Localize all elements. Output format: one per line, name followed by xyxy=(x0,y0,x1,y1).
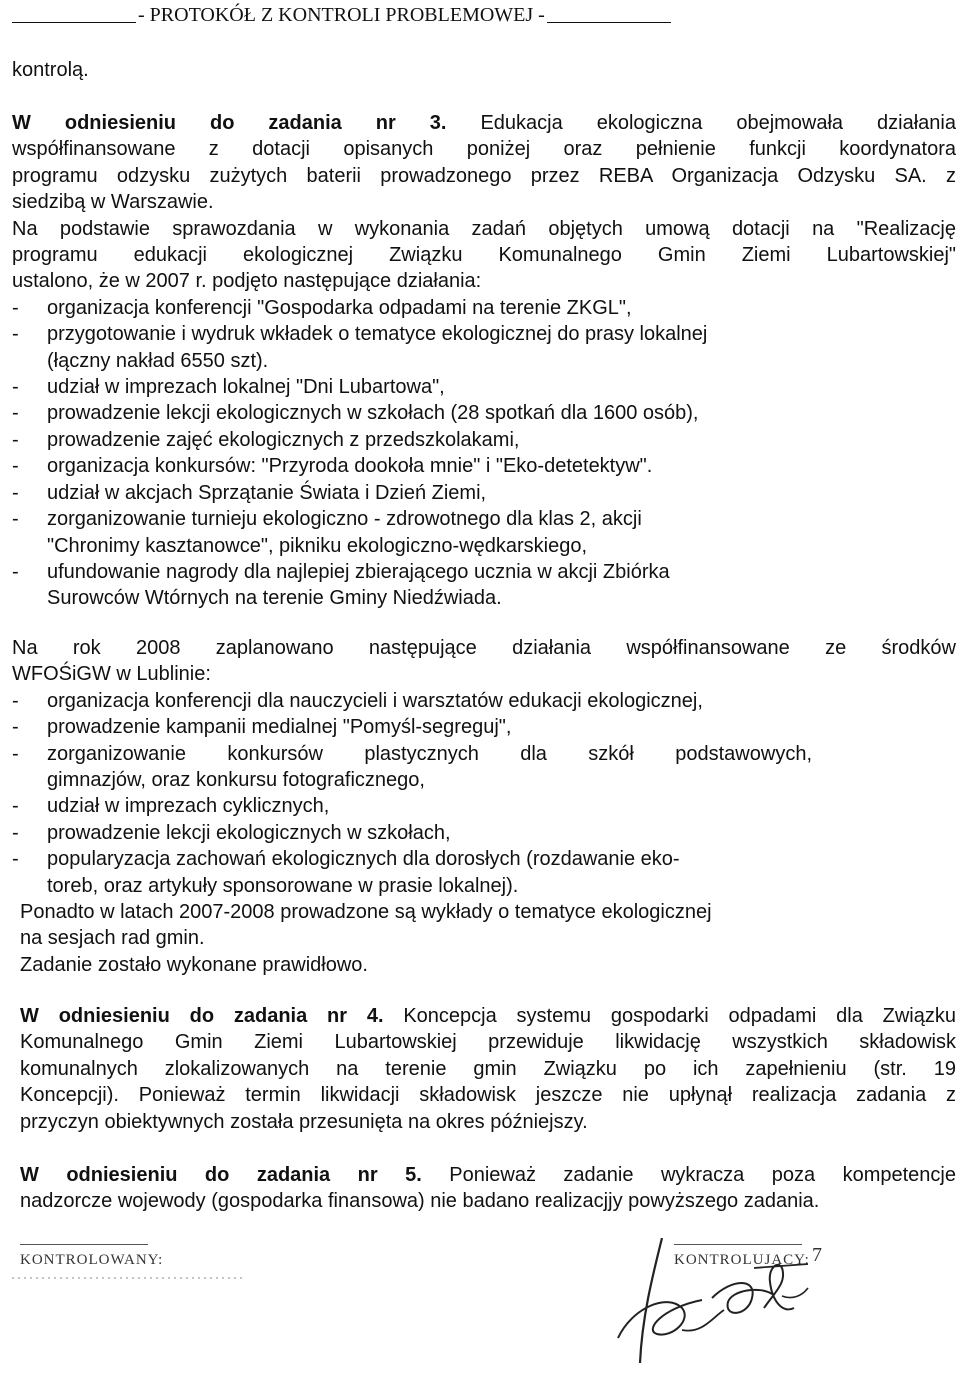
task3-p2-line-2: programu edukacji ekologicznej Związku Komunalnego Gmin Ziemi Lubartowskiej" xyxy=(12,244,956,267)
task5-section xyxy=(20,1162,956,1215)
task5-line-1: W odniesieniu do zadania nr 5. Ponieważ zadanie wykracza poza kompetencje xyxy=(20,1164,956,1186)
task4-line-3: komunalnych zlokalizowanych na terenie gmin Związku po ich zapełnieniu (str. 19 xyxy=(20,1057,956,1080)
task3-conclusion: Zadanie zostało wykonane prawidłowo. xyxy=(20,953,368,976)
task3-line-3: programu odzysku zużytych baterii prowadzonego przez REBA Organizacja Odzysku SA. z xyxy=(12,164,956,187)
list-item: - prowadzenie lekcji ekologicznych w szkołach, xyxy=(12,820,812,846)
signature-footer xyxy=(12,1238,948,1368)
task3-p2-line-3: ustalono, że w 2007 r. podjęto następujące działania: xyxy=(12,270,482,293)
list-item: - organizacja konkursów: "Przyroda dookoła mnie" i "Eko-detetektyw". xyxy=(12,453,812,479)
list-item: - udział w akcjach Sprzątanie Świata i Dzień Ziemi, xyxy=(12,480,812,506)
task4-section xyxy=(20,1003,956,1135)
task4-line-1: W odniesieniu do zadania nr 4. Koncepcja systemu gospodarki odpadami dla Związku xyxy=(20,1005,956,1027)
task3-section xyxy=(12,110,956,612)
list-item: - popularyzacja zachowań ekologicznych dla dorosłych (rozdawanie eko- toreb, oraz artykuły sponsorowane w prasie lokalnej). xyxy=(12,846,812,899)
plan-2008-list xyxy=(12,688,812,899)
document-header xyxy=(12,0,792,34)
task3-paragraph-2 xyxy=(12,216,956,295)
controller-label: KONTROLUJĄCY: xyxy=(674,1244,802,1273)
signature-icon xyxy=(12,1238,948,1368)
list-item: - organizacja konferencji "Gospodarka odpadami na terenie ZKGL", xyxy=(12,295,812,321)
task4-line-5: przyczyn obiektywnych została przesunięta na okres późniejszy. xyxy=(20,1110,588,1133)
task3-line-1: W odniesieniu do zadania nr 3. Edukacja ekologiczna obejmowała działania xyxy=(12,112,956,134)
task3-line-4: siedzibą w Warszawie. xyxy=(12,191,214,214)
header-title: - PROTOKÓŁ Z KONTROLI PROBLEMOWEJ - xyxy=(138,4,545,26)
plan-2008-section xyxy=(12,635,956,899)
task3-activity-list xyxy=(12,295,812,612)
lectures-line-1: Ponadto w latach 2007-2008 prowadzone są wykłady o tematyce ekologicznej xyxy=(20,901,712,923)
list-item: - prowadzenie zajęć ekologicznych z przedszkolakami, xyxy=(12,427,812,453)
plan-2008-line-2: WFOŚiGW w Lublinie: xyxy=(12,663,211,686)
list-item: - ufundowanie nagrody dla najlepiej zbierającego ucznia w akcji Zbiórka Surowców Wtórnych na terenie Gminy Niedźwiada. xyxy=(12,559,812,612)
task3-paragraph-1 xyxy=(12,110,956,216)
controlled-label: KONTROLOWANY: xyxy=(20,1244,148,1273)
list-item: - udział w imprezach cyklicznych, xyxy=(12,793,812,819)
plan-2008-intro xyxy=(12,635,956,688)
list-item: - organizacja konferencji dla nauczycieli i warsztatów edukacji ekologicznej, xyxy=(12,688,812,714)
lectures-line-2: na sesjach rad gmin. xyxy=(20,927,205,950)
task4-heading: W odniesieniu do zadania nr 4. xyxy=(20,1005,384,1027)
list-item: - zorganizowanie konkursów plastycznych dla szkół podstawowych, gimnazjów, oraz konkursu fotograficznego, xyxy=(12,741,812,794)
task3-p2-line-1: Na podstawie sprawozdania w wykonania zadań objętych umową dotacji na "Realizację xyxy=(12,217,956,240)
list-item: - prowadzenie kampanii medialnej "Pomyśl-segreguj", xyxy=(12,714,812,740)
task5-line-2: nadzorcze wojewody (gospodarka finansowa) nie badano realizacjjy powyższego zadania. xyxy=(20,1190,820,1213)
header-underline-left xyxy=(12,0,136,23)
list-item: - przygotowanie i wydruk wkładek o tematyce ekologicznej do prasy lokalnej (łączny nakład 6550 szt). xyxy=(12,321,812,374)
task4-line-2: Komunalnego Gmin Ziemi Lubartowskiej przewiduje likwidację wszystkich składowisk xyxy=(20,1031,956,1054)
list-item: - zorganizowanie turnieju ekologiczno - zdrowotnego dla klas 2, akcji "Chronimy kasztanowce", pikniku ekologiczno-wędkarskiego, xyxy=(12,506,812,559)
header-underline-right xyxy=(547,0,671,23)
task5-heading: W odniesieniu do zadania nr 5. xyxy=(20,1164,422,1186)
intro-fragment: kontrolą. xyxy=(12,59,89,81)
plan-2008-line-1: Na rok 2008 zaplanowano następujące działania współfinansowane ze środków xyxy=(12,637,956,659)
task3-line-2: współfinansowane z dotacji opisanych poniżej oraz pełnienie funkcji koordynatora xyxy=(12,138,956,161)
task3-heading: W odniesieniu do zadania nr 3. xyxy=(12,112,447,134)
list-item: - prowadzenie lekcji ekologicznych w szkołach (28 spotkań dla 1600 osób), xyxy=(12,400,812,426)
page-number: 7 xyxy=(812,1244,822,1266)
list-item: - udział w imprezach lokalnej "Dni Lubartowa", xyxy=(12,374,812,400)
task4-line-4: Koncepcji). Ponieważ termin likwidacji składowisk jeszcze nie upłynął realizacja zadania z xyxy=(20,1084,956,1107)
plan-2008-after xyxy=(20,899,820,978)
